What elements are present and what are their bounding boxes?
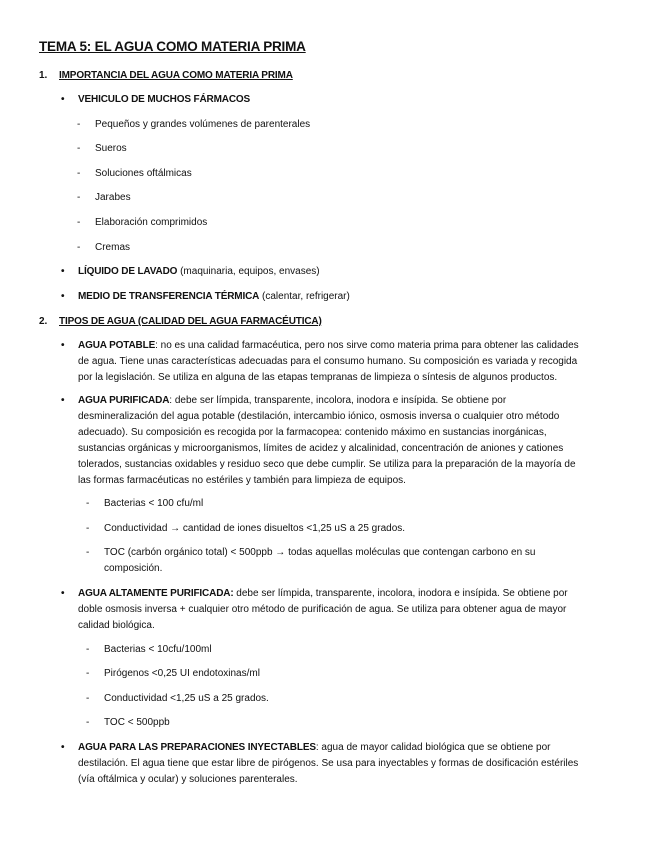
bullet-text: debe ser límpida, transparente, incolora, inodora e insípida. Se obtiene por	[233, 588, 568, 599]
bullet-text: (calentar, refrigerar)	[259, 291, 350, 302]
bullet-icon: •	[61, 266, 65, 277]
bullet-text: doble osmosis inversa + cualquier otro método de purificación de agua. Se utiliza para obtener agua de mayor	[78, 604, 567, 615]
bullet-text: destilación. El agua tiene que estar libre de pirógenos. Se usa para inyectables y formas de dosificación estériles	[78, 758, 579, 769]
list-item	[104, 545, 584, 577]
section-title: IMPORTANCIA DEL AGUA COMO MATERIA PRIMA	[59, 70, 293, 81]
bullet-text: : agua de mayor calidad biológica que se obtiene por	[315, 742, 551, 753]
bullet-agua-inyectables	[78, 740, 618, 788]
bullet-agua-purificada	[78, 393, 618, 489]
dash-icon: -	[77, 143, 81, 154]
dash-icon: -	[86, 693, 90, 704]
bullet-text: adecuado). Su composición es recogida por la farmacopea: contenido máximo en sustancias inorgánicas,	[78, 427, 547, 438]
section-number: 1.	[39, 70, 48, 81]
bullet-text: sustancias orgánicas y microorganismos, límites de acidez y alcalinidad, concentración de aniones y cationes	[78, 443, 564, 454]
bullet-text: (vía oftálmica y ocular) y soluciones parenterales.	[78, 774, 298, 785]
bullet-icon: •	[61, 588, 65, 599]
list-item: Bacterias < 100 cfu/ml	[104, 498, 204, 509]
bullet-agua-potable	[78, 338, 618, 386]
list-item: Conductividad <1,25 uS a 25 grados.	[104, 693, 269, 704]
bullet-icon: •	[61, 395, 65, 406]
dash-icon: -	[77, 242, 81, 253]
bullet-agua-altamente-purificada	[78, 586, 618, 634]
dash-icon: -	[77, 217, 81, 228]
list-item: TOC < 500ppb	[104, 717, 170, 728]
bullet-text: : debe ser límpida, transparente, incolora, inodora e insípida. Se obtiene por	[169, 395, 507, 406]
dash-icon: -	[77, 192, 81, 203]
section-title: TIPOS DE AGUA (CALIDAD DEL AGUA FARMACÉUTICA)	[59, 316, 322, 327]
list-item-line: composición.	[104, 563, 163, 574]
list-item: Elaboración comprimidos	[95, 217, 208, 228]
bullet-icon: •	[61, 340, 65, 351]
bullet-icon: •	[61, 94, 65, 105]
bullet-text: las formas farmacéuticas no estériles y también para limpieza de equipos.	[78, 475, 406, 486]
dash-icon: -	[86, 668, 90, 679]
document-title: TEMA 5: EL AGUA COMO MATERIA PRIMA	[39, 39, 306, 54]
bullet-vehiculo	[78, 92, 618, 108]
list-item: Sueros	[95, 143, 127, 154]
bullet-label: LÍQUIDO DE LAVADO	[78, 266, 178, 277]
bullet-medio-transferencia	[78, 289, 618, 305]
list-item: Pirógenos <0,25 UI endotoxinas/ml	[104, 668, 260, 679]
bullet-text: tolerados, sustancias oxidables y residuo seco que debe cumplir. Se utiliza para la preparación de la mayoría de	[78, 459, 576, 470]
list-item: Cremas	[95, 242, 131, 253]
dash-icon: -	[86, 547, 90, 558]
dash-icon: -	[77, 168, 81, 179]
bullet-label: AGUA PURIFICADA	[78, 395, 170, 406]
list-item: Pequeños y grandes volúmenes de parenterales	[95, 119, 311, 130]
bullet-label: AGUA PARA LAS PREPARACIONES INYECTABLES	[78, 742, 316, 753]
dash-icon: -	[86, 644, 90, 655]
list-item: Jarabes	[95, 192, 131, 203]
section-2-heading	[39, 314, 322, 329]
bullet-icon: •	[61, 742, 65, 753]
bullet-liquido-lavado	[78, 264, 618, 280]
section-1-heading	[39, 68, 293, 83]
bullet-text: por la legislación. Se utiliza en alguna de las etapas tempranas de limpieza o síntesis de algunos productos.	[78, 372, 558, 383]
bullet-icon: •	[61, 291, 65, 302]
list-item: Bacterias < 10cfu/100ml	[104, 644, 212, 655]
bullet-label: VEHICULO DE MUCHOS FÁRMACOS	[78, 94, 251, 105]
bullet-text: (maquinaria, equipos, envases)	[177, 266, 320, 277]
list-item-line: TOC (carbón orgánico total) < 500ppb → todas aquellas moléculas que contengan carbono en su	[104, 547, 536, 558]
dash-icon: -	[77, 119, 81, 130]
bullet-label: AGUA POTABLE	[78, 340, 156, 351]
bullet-label: AGUA ALTAMENTE PURIFICADA:	[78, 588, 234, 599]
list-item: Conductividad → cantidad de iones disueltos <1,25 uS a 25 grados.	[104, 523, 406, 534]
bullet-text: calidad biológica.	[78, 620, 155, 631]
bullet-text: de agua. Tiene unas características adecuadas para el consumo humano. Su composición es variada y recogida	[78, 356, 578, 367]
dash-icon: -	[86, 717, 90, 728]
dash-icon: -	[86, 498, 90, 509]
section-number: 2.	[39, 316, 48, 327]
bullet-text: : no es una calidad farmacéutica, pero nos sirve como materia prima para obtener las calidades	[155, 340, 579, 351]
list-item: Soluciones oftálmicas	[95, 168, 192, 179]
bullet-label: MEDIO DE TRANSFERENCIA TÉRMICA	[78, 291, 260, 302]
dash-icon: -	[86, 523, 90, 534]
bullet-text: desmineralización del agua potable (destilación, intercambio iónico, osmosis inversa o cualquier otro método	[78, 411, 560, 422]
